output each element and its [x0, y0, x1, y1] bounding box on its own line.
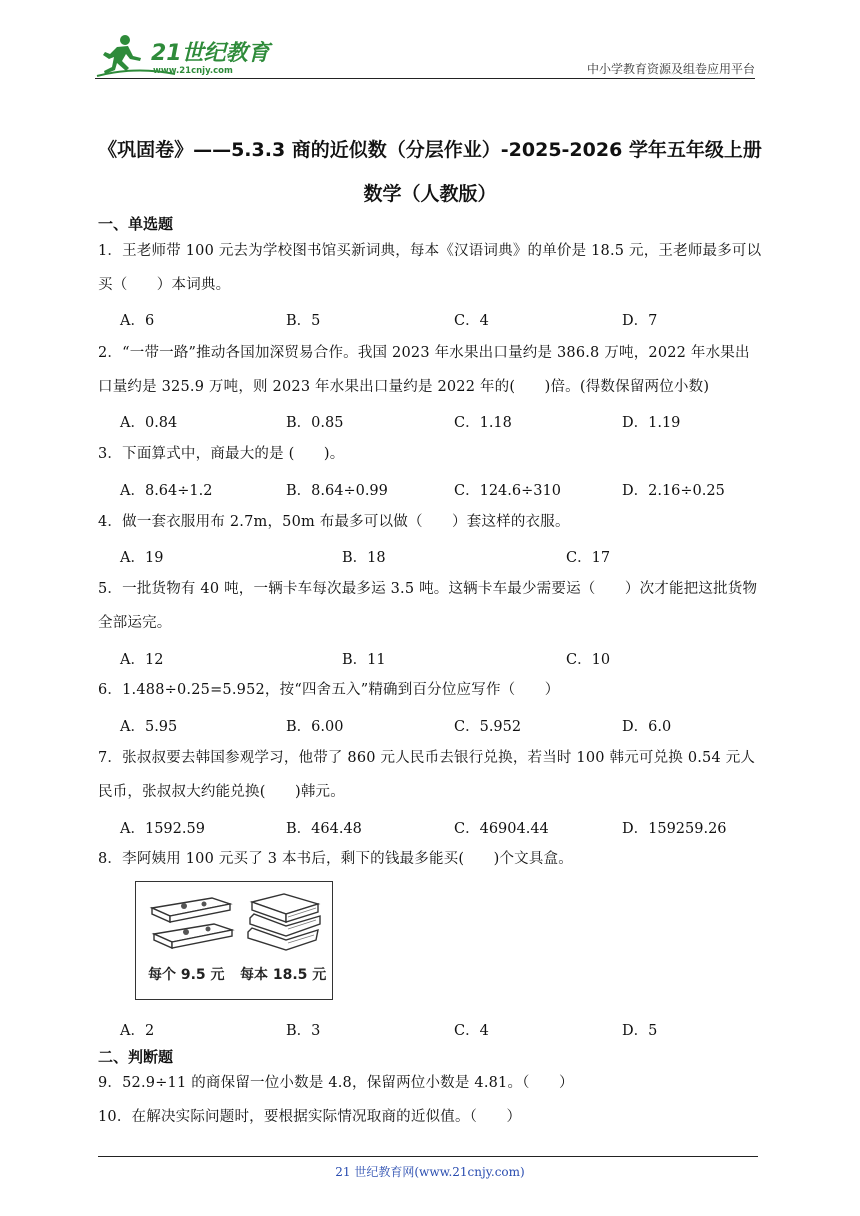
question-8: 8．李阿姨用 100 元买了 3 本书后，剩下的钱最多能买( )个文具盒。: [98, 851, 573, 867]
option-c[interactable]: C．5.952: [454, 719, 522, 735]
question-4: 4．做一套衣服用布 2.7m，50m 布最多可以做（ ）套这样的衣服。: [98, 514, 570, 530]
runner-icon: [103, 35, 141, 74]
option-d[interactable]: D．7: [622, 313, 658, 329]
books-icon: [244, 890, 326, 956]
logo-text: 21世纪教育: [151, 41, 270, 66]
option-a[interactable]: A．6: [120, 313, 155, 329]
footer-link[interactable]: 21 世纪教育网(www.21cnjy.com): [335, 1165, 525, 1179]
question-6: 6．1.488÷0.25=5.952，按“四舍五入”精确到百分位应写作（ ）: [98, 682, 560, 698]
question-7-options: [120, 817, 760, 841]
question-8-figure: [135, 881, 333, 1000]
question-8-options: [120, 1019, 760, 1043]
question-1: 1．王老师带 100 元去为学校图书馆买新词典，每本《汉语词典》的单价是 18.5 元，王老师最多可以买（ ）本词典。: [98, 243, 762, 293]
section-heading-single-choice: 一、单选题: [98, 215, 174, 233]
option-d[interactable]: D．159259.26: [622, 821, 727, 837]
header-divider: [95, 78, 755, 79]
option-b[interactable]: B．5: [286, 313, 321, 329]
logo-21cnjy: [95, 30, 270, 78]
question-10: 10．在解决实际问题时，要根据实际情况取商的近似值。（ ）: [98, 1109, 522, 1125]
option-b[interactable]: B．11: [342, 652, 386, 668]
option-c[interactable]: C．4: [454, 1023, 489, 1039]
option-d[interactable]: D．5: [622, 1023, 658, 1039]
option-a[interactable]: A．5.95: [120, 719, 178, 735]
option-d[interactable]: D．2.16÷0.25: [622, 483, 725, 499]
option-d[interactable]: D．6.0: [622, 719, 672, 735]
option-b[interactable]: B．3: [286, 1023, 321, 1039]
option-d[interactable]: D．1.19: [622, 415, 681, 431]
option-c[interactable]: C．46904.44: [454, 821, 549, 837]
question-5: 5．一批货物有 40 吨，一辆卡车每次最多运 3.5 吨。这辆卡车最少需要运（ ）次才能把这批货物全部运完。: [98, 581, 758, 631]
section-heading-judgement: 二、判断题: [98, 1048, 174, 1066]
option-c[interactable]: C．10: [566, 652, 611, 668]
option-a[interactable]: A．12: [120, 652, 164, 668]
pencil-case-icon: [146, 894, 236, 956]
document-title: [60, 128, 800, 216]
page-header: [95, 30, 755, 78]
option-c[interactable]: C．1.18: [454, 415, 512, 431]
option-b[interactable]: B．6.00: [286, 719, 344, 735]
option-b[interactable]: B．8.64÷0.99: [286, 483, 388, 499]
pencil-case-price: 每个 9.5 元: [148, 967, 225, 983]
option-b[interactable]: B．0.85: [286, 415, 344, 431]
title-line-2: 数学（人教版）: [363, 183, 497, 205]
option-a[interactable]: A．1592.59: [120, 821, 205, 837]
option-a[interactable]: A．0.84: [120, 415, 178, 431]
question-5-options: [120, 648, 760, 672]
question-9: 9．52.9÷11 的商保留一位小数是 4.8，保留两位小数是 4.81。（ ）: [98, 1075, 574, 1091]
title-line-1: 《巩固卷》——5.3.3 商的近似数（分层作业）-2025-2026 学年五年级上册: [98, 139, 762, 161]
option-c[interactable]: C．124.6÷310: [454, 483, 561, 499]
option-c[interactable]: C．4: [454, 313, 489, 329]
question-3-options: [120, 479, 760, 503]
question-2: 2．“一带一路”推动各国加深贸易合作。我国 2023 年水果出口量约是 386.8 万吨，2022 年水果出口量约是 325.9 万吨，则 2023 年水果出口量约是 2022 年的( )倍。(得数保留两位小数): [98, 345, 750, 395]
question-3: 3．下面算式中，商最大的是 ( )。: [98, 446, 345, 462]
question-7: 7．张叔叔要去韩国参观学习，他带了 860 元人民币去银行兑换，若当时 100 韩元可兑换 0.54 元人民币，张叔叔大约能兑换( )韩元。: [98, 750, 756, 800]
question-4-options: [120, 546, 760, 570]
option-a[interactable]: A．8.64÷1.2: [120, 483, 213, 499]
question-6-options: [120, 715, 760, 739]
option-a[interactable]: A．2: [120, 1023, 155, 1039]
question-2-options: [120, 411, 760, 435]
option-a[interactable]: A．19: [120, 550, 164, 566]
question-1-options: [120, 309, 760, 333]
logo-url: www.21cnjy.com: [153, 66, 233, 76]
header-slogan: 中小学教育资源及组卷应用平台: [586, 62, 755, 76]
book-price: 每本 18.5 元: [240, 967, 327, 983]
option-b[interactable]: B．18: [342, 550, 386, 566]
option-b[interactable]: B．464.48: [286, 821, 362, 837]
option-c[interactable]: C．17: [566, 550, 611, 566]
footer-divider: [98, 1156, 758, 1157]
